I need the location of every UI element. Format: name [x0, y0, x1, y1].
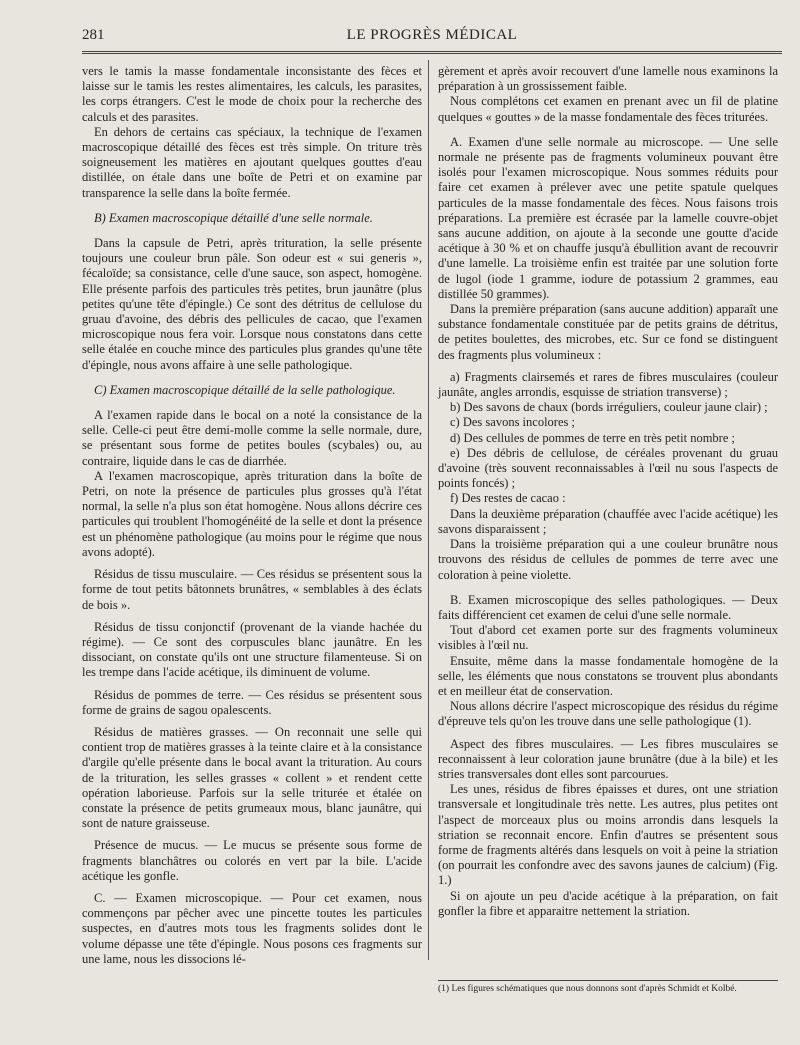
paragraph: Les unes, résidus de fibres épaisses et dures, ont une striation transversale et longitudinale très nette. Les autres, plus petites ont l'aspect de morceaux plus ou moins arrondis dans lesquels la striation se reconnait encore. Enfin d'autres se présentent sous forme de fragments altérés dans lesquels on voit à peine la striation (on pourrait les confondre avec des savons jaunes de calcium) (Fig. 1.) [438, 782, 778, 888]
paragraph: Ensuite, même dans la masse fondamentale homogène de la selle, les éléments que nous constatons se trouvent plus abondants et en meilleur état de conservation. [438, 653, 778, 698]
running-title: LE PROGRÈS MÉDICAL [346, 27, 518, 43]
paragraph: Résidus de tissu musculaire. — Ces résidus se présentent sous la forme de tout petits bâtonnets brunâtres, « semblables à des éclats de bois ». [82, 567, 422, 612]
paragraph: A l'examen rapide dans le bocal on a noté la consistance de la selle. Celle-ci peut être demi-molle comme la selle normale, dure, se présentant sous forme de petites boules (scybales) ou, au contraire, liquide dans le cas de diarrhée. [82, 408, 422, 468]
paragraph: A l'examen macroscopique, après trituration dans la boîte de Petri, on note la présence de particules plus grosses qu'à l'état normal, la selle n'a plus son état homogène. Nous allons décrire ces particules qui troublent l'homogénéité de la selle et dont la présence est un phénomène pathologique (au moins pour le régime que nous avons adopté). [82, 468, 422, 559]
right-column [438, 64, 778, 919]
paragraph: C. — Examen microscopique. — Pour cet examen, nous commençons par pêcher avec une pincette toutes les particules suspectes, en d'autres mots tous les fragments solides dont le volume dépasse une tête d'épingle. Nous posons ces fragments sur une lame, nous les dissocions lé- [82, 890, 422, 966]
left-column [82, 64, 422, 967]
list-item: c) Des savons incolores ; [450, 415, 575, 430]
paragraph: gèrement et après avoir recouvert d'une lamelle nous examinons la préparation à un grossissement faible. [438, 64, 778, 94]
paragraph: Aspect des fibres musculaires. — Les fibres musculaires se reconnaissent à leur coloration jaune brunâtre (due à la bile) et les stries transversales dont elles sont parcourues. [438, 736, 778, 781]
paragraph: Nous allons décrire l'aspect microscopique des résidus du régime d'épreuve tels qu'on les trouve dans une selle pathologique (1). [438, 699, 778, 729]
paragraph: Présence de mucus. — Le mucus se présente sous forme de fragments blanchâtres ou colorés en vert par la bile. L'acide acétique les gonfle. [82, 838, 422, 883]
paragraph: vers le tamis la masse fondamentale inconsistante des fèces et laisse sur le tamis les restes alimentaires, les calculs, les parasites, les corps étrangers. C'est le mode de choix pour la recherche des calculs et des parasites. [82, 64, 422, 124]
paragraph: B. Examen microscopique des selles pathologiques. — Deux faits différencient cet examen de celui d'une selle normale. [438, 592, 778, 622]
column-divider [428, 60, 429, 960]
footnote: (1) Les figures schématiques que nous donnons sont d'après Schmidt et Kolbé. [438, 984, 737, 994]
paragraph: Dans la première préparation (sans aucune addition) apparaît une substance fondamentale constituée par de petits grains de détritus, de petites boulettes, des microbes, etc. Sur ce fond se distinguent des fragments plus volumineux : [438, 302, 778, 362]
list-item: b) Des savons de chaux (bords irréguliers, couleur jaune clair) ; [450, 400, 768, 415]
section-heading: C) Examen macroscopique détaillé de la selle pathologique. [94, 382, 396, 397]
paragraph: Nous complétons cet examen en prenant avec un fil de platine quelques « gouttes » de la masse fondamentale des fèces triturées. [438, 94, 778, 124]
paragraph: Si on ajoute un peu d'acide acétique à la préparation, on fait gonfler la fibre et apparaitre nettement la striation. [438, 888, 778, 918]
paragraph: Tout d'abord cet examen porte sur des fragments volumineux visibles à l'œil nu. [438, 623, 778, 653]
paragraph: En dehors de certains cas spéciaux, la technique de l'examen macroscopique détaillé des fèces est très simple. On triture très soigneusement les matières en ajoutant quelques gouttes d'eau distillée, on étale dans une boîte de Petri et on examine par transparence la selle dans la boîte fermée. [82, 124, 422, 200]
footnote-rule [438, 980, 778, 981]
page-header [82, 27, 782, 49]
paragraph: A. Examen d'une selle normale au microscope. — Une selle normale ne présente pas de fragments volumineux pouvant être isolés pour l'examen microscopique. Nous sommes réduits pour faire cet examen à prélever avec une petite spatule quelques particules de la masse fondamentale des fèces. Nous faisons trois préparations. La première est écrasée par la lamelle couvre-objet sans aucune addition, on ajoute à la seconde une goutte d'acide acétique à 30 % et on chauffe jusqu'à ébullition avant de recouvrir d'une lamelle. La troisième enfin est traitée par une solution forte de lugol (iode 1 gramme, iodure de potassium 2 grammes, eau distillée 50 grammes). [438, 134, 778, 301]
list-item: d) Des cellules de pommes de terre en très petit nombre ; [450, 430, 735, 445]
list-item: a) Fragments clairsemés et rares de fibres musculaires (couleur jaunâte, angles arrondis, esquisse de striation transverse) ; [438, 369, 778, 400]
paragraph: Dans la deuxième préparation (chauffée avec l'acide acétique) les savons disparaissent ; [438, 506, 778, 536]
list-item: e) Des débris de cellulose, de céréales provenant du gruau d'avoine (très souvent reconnaissables à l'œil nu sous l'aspects de points foncés) ; [438, 445, 778, 491]
section-heading: B) Examen macroscopique détaillé d'une selle normale. [94, 210, 373, 225]
paragraph: Résidus de pommes de terre. — Ces résidus se présentent sous forme de grains de sagou opalescents. [82, 687, 422, 717]
paragraph: Résidus de tissu conjonctif (provenant de la viande hachée du régime). — Ce sont des corpuscules blanc jaunâtre. En les dissociant, on constate qu'ils ont une structure filamenteuse. Si on les trempe dans l'acide acétique, ils diminuent de volume. [82, 619, 422, 680]
list-item: f) Des restes de cacao : [450, 491, 566, 506]
paragraph: Dans la capsule de Petri, après trituration, la selle présente toujours une couleur brun pâle. Son odeur est « sui generis », fécaloïde; sa consistance, celle d'une sauce, son aspect, homogène. Elle présente parfois des particules très petites, brun jaunâtre (plus petites qu'une tête d'épingle.) Ce sont des détritus de cellulose du gruau d'avoine, des débris des pellicules de cacao, que l'examen microscopique nous fera voir. Lorsque nous constatons dans cette selle étalée en couche mince des particules plus grandes qu'une tête d'épingle, nous avons affaire à une selle pathologique. [82, 236, 422, 372]
page-number: 281 [82, 27, 105, 43]
paragraph: Résidus de matières grasses. — On reconnait une selle qui contient trop de matières grasses à la teinte claire et à la consistance d'argile qu'elle présente dans le bocal avant la trituration. Au cours de la trituration, les selles grasses « collent » et rendent cette opération laborieuse. Parfois sur la selle triturée et étalée on constate la présence de petits grumeaux mous, blanc jaunâtre, qui sont de nature graisseuse. [82, 724, 422, 831]
paragraph: Dans la troisième préparation qui a une couleur brunâtre nous trouvons des résidus de cellules de pommes de terre avec une coloration à peine violette. [438, 537, 778, 582]
header-rule [82, 51, 782, 54]
